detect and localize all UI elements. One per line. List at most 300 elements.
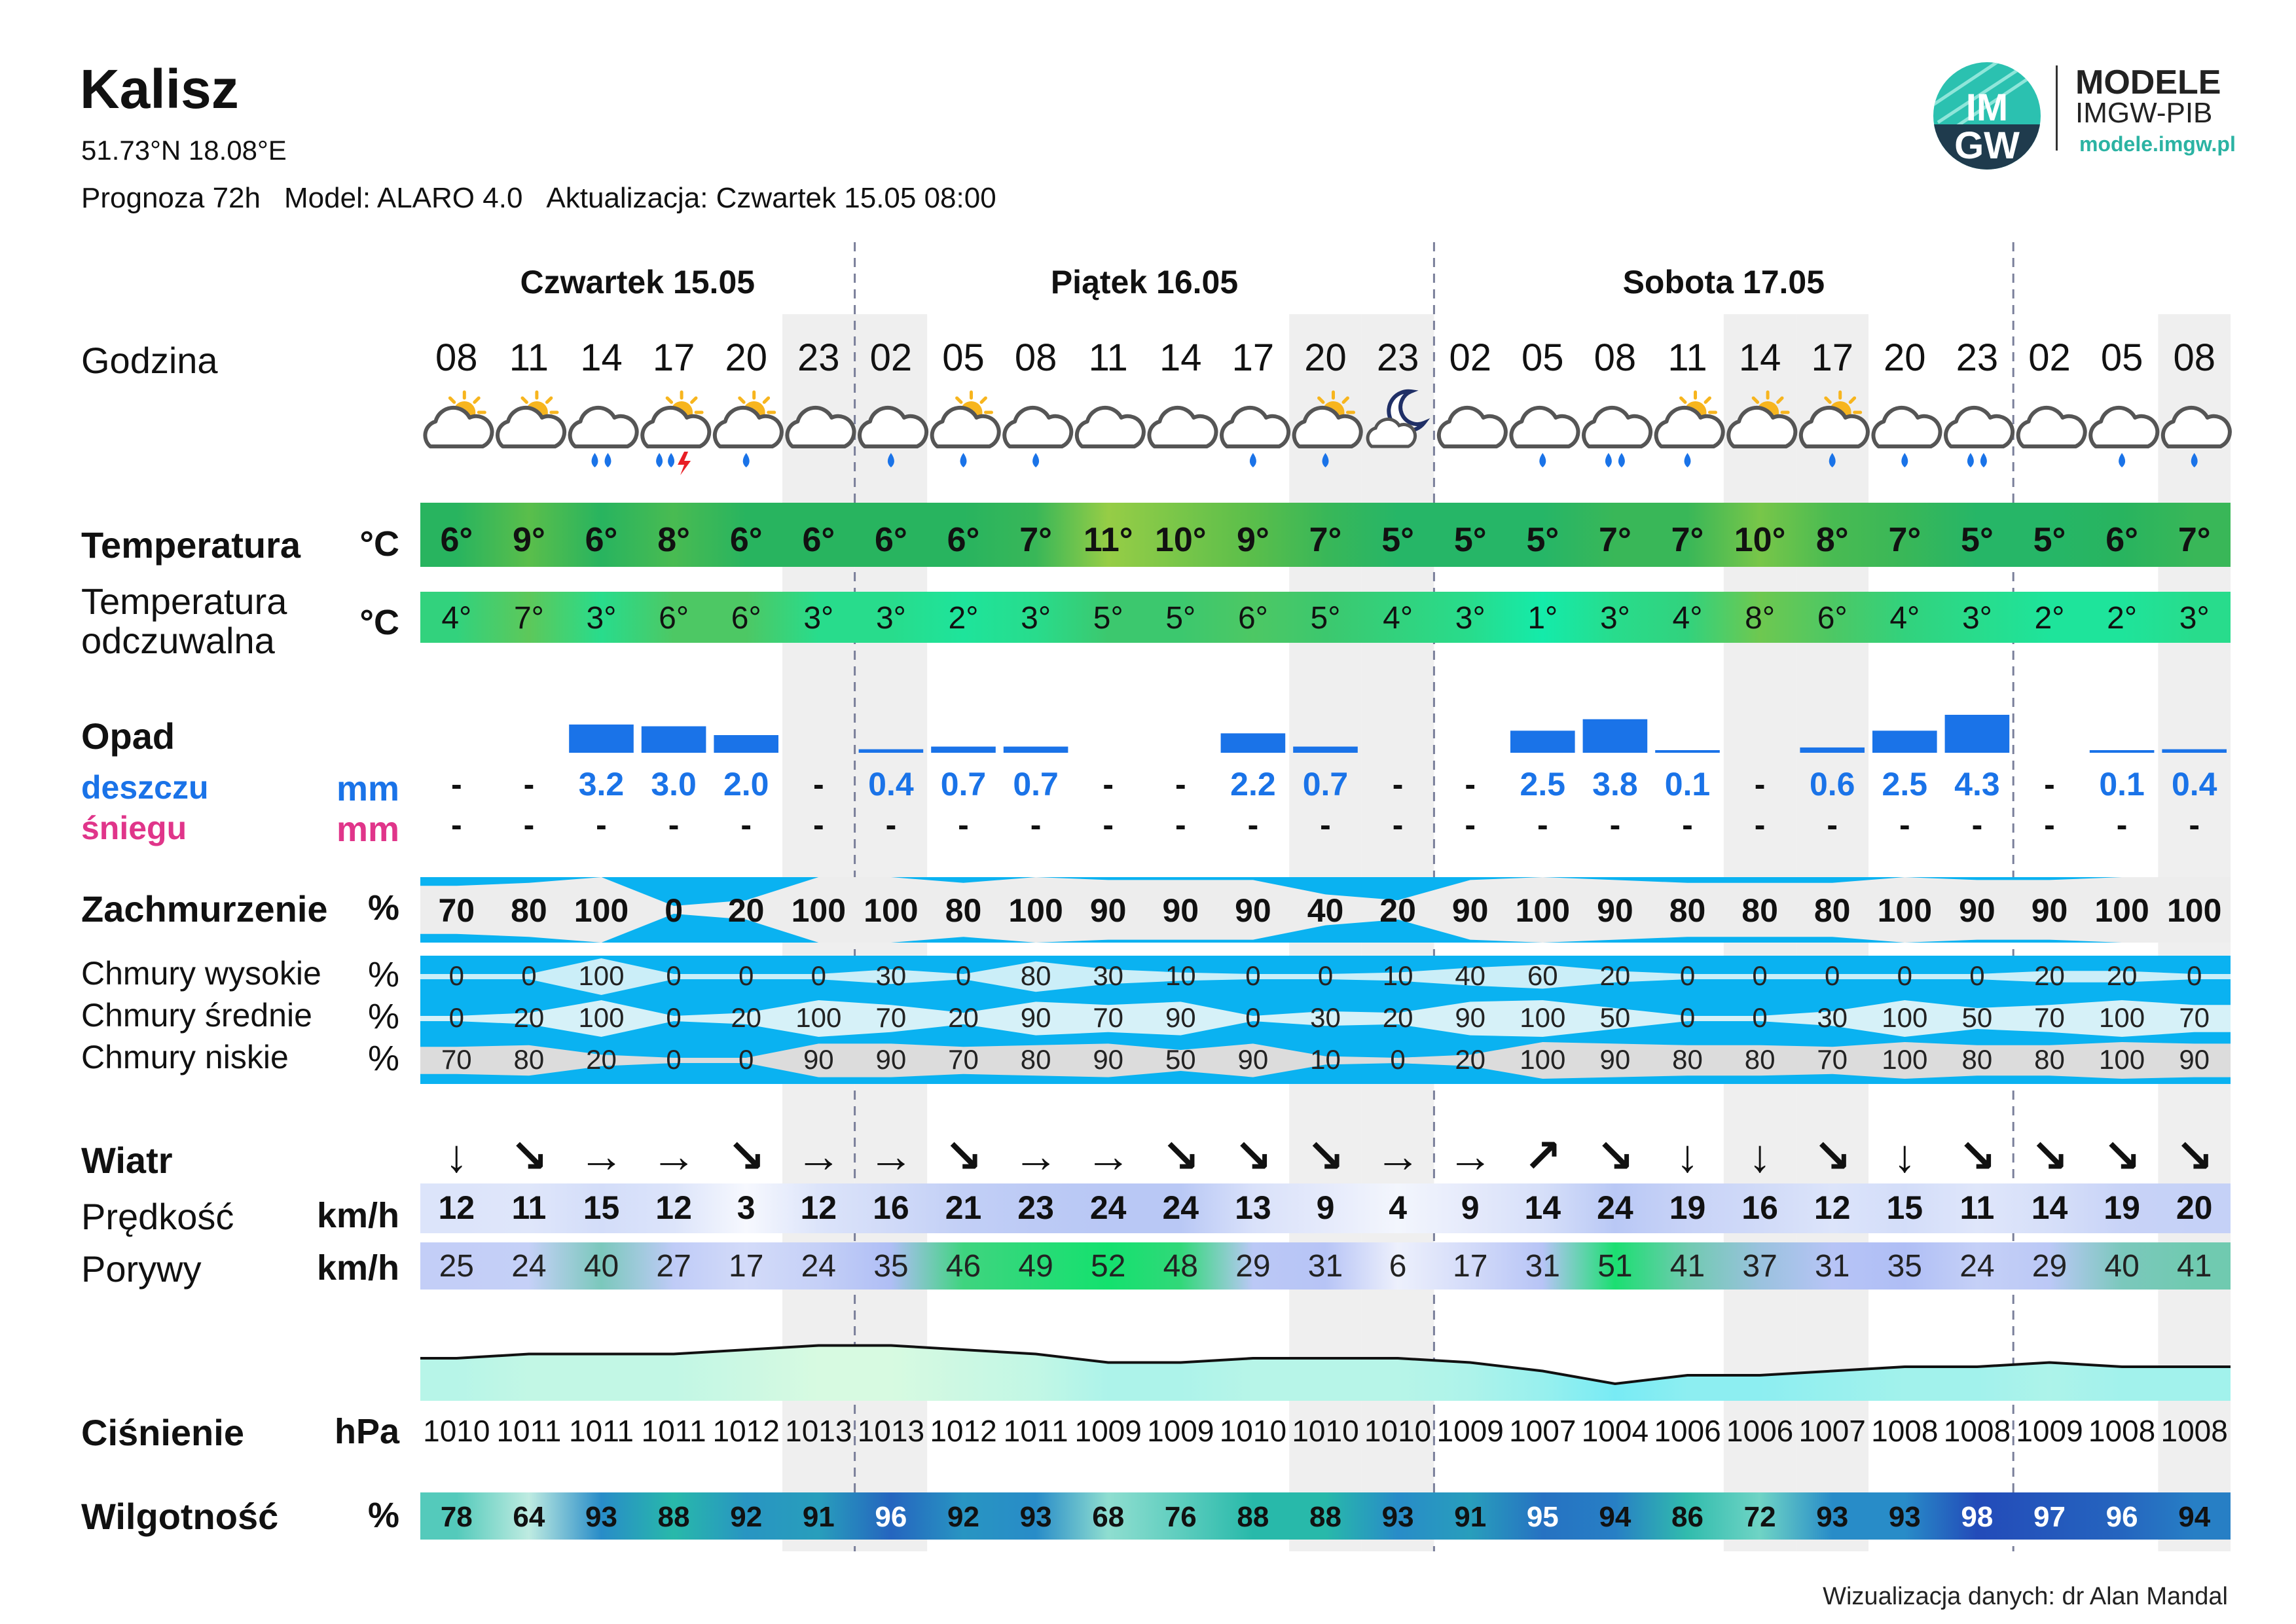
- unit-wind-speed: km/h: [316, 1196, 399, 1235]
- cloud-shape: [1077, 408, 1144, 446]
- rain-value: 2.5: [1520, 766, 1566, 803]
- cloud-high-value: 0: [521, 960, 537, 991]
- rain-value: 3.0: [651, 766, 697, 803]
- hour-label: 20: [725, 336, 767, 379]
- cloud-low-value: 90: [1093, 1044, 1124, 1075]
- hour-label: 20: [1884, 336, 1926, 379]
- cloud-high-value: 0: [448, 960, 464, 991]
- cloud-high-value: 0: [738, 960, 754, 991]
- sun-ray: [475, 398, 479, 402]
- wind-direction-arrow: →: [1085, 1130, 1131, 1182]
- label-precip: Opad: [81, 715, 175, 757]
- rain-value: 0.4: [2171, 766, 2217, 803]
- wind-direction-arrow: →: [578, 1130, 625, 1182]
- feels-like-value: 2°: [2107, 601, 2138, 636]
- wind-speed-value: 12: [438, 1189, 475, 1226]
- unit-wind-gusts: km/h: [316, 1248, 399, 1288]
- wind-direction-arrow: ↘: [1233, 1130, 1273, 1182]
- humidity-value: 98: [1961, 1501, 1994, 1533]
- wind-gusts-value: 52: [1091, 1249, 1126, 1284]
- snow-value: -: [1392, 806, 1404, 843]
- snow-value: -: [1247, 806, 1259, 843]
- unit-humidity: %: [367, 1496, 399, 1535]
- partly-cloudy-rain-icon: [1656, 392, 1723, 467]
- cloud-high-value: 0: [1825, 960, 1840, 991]
- humidity-value: 93: [1381, 1501, 1414, 1533]
- wind-direction-arrow: ↘: [1161, 1130, 1200, 1182]
- cloud-total-value: 20: [727, 892, 765, 929]
- cloud-mid-value: 20: [731, 1002, 762, 1033]
- pressure-value: 1009: [1074, 1414, 1142, 1448]
- wind-direction-arrow: ↘: [727, 1130, 766, 1182]
- pressure-value: 1004: [1581, 1414, 1649, 1448]
- feels-like-value: 2°: [2034, 601, 2065, 636]
- wind-gusts-value: 6: [1389, 1249, 1407, 1284]
- feels-like-value: 3°: [1961, 601, 1992, 636]
- wind-gusts-value: 41: [2177, 1249, 2212, 1284]
- label-hour: Godzina: [81, 340, 218, 381]
- wind-gusts-value: 51: [1597, 1249, 1633, 1284]
- humidity-value: 72: [1743, 1501, 1776, 1533]
- cloud-high-value: 0: [1245, 960, 1261, 991]
- wind-speed-value: 11: [1959, 1189, 1995, 1226]
- pressure-value: 1012: [712, 1414, 780, 1448]
- pressure-value: 1011: [1003, 1414, 1068, 1448]
- cloud-total-value: 80: [945, 892, 982, 929]
- hour-label: 11: [509, 336, 549, 379]
- hour-label: 11: [1088, 336, 1128, 379]
- humidity-value: 86: [1671, 1501, 1704, 1533]
- feels-like-value: 3°: [875, 601, 906, 636]
- cloud-high-value: 0: [1317, 960, 1334, 991]
- raindrop-shape: [656, 453, 663, 467]
- cloud-shape: [1946, 408, 2013, 446]
- cloud-high-value: 0: [811, 960, 826, 991]
- temperature-value: 8°: [1815, 521, 1849, 559]
- unit-cloud-mid: %: [367, 997, 399, 1036]
- raindrop-shape: [1967, 453, 1974, 467]
- wind-gusts-value: 48: [1163, 1249, 1198, 1284]
- humidity-value: 76: [1164, 1501, 1197, 1533]
- wind-direction-arrow: ↓: [445, 1130, 468, 1182]
- wind-direction-arrow: →: [651, 1130, 697, 1182]
- precip-bar: [1221, 733, 1286, 753]
- humidity-value: 97: [2033, 1501, 2066, 1533]
- update-time: Aktualizacja: Czwartek 15.05 08:00: [546, 182, 996, 214]
- cloud-high-value: 0: [1752, 960, 1768, 991]
- rain-value: -: [1465, 766, 1476, 803]
- rain-value: 4.3: [1954, 766, 2000, 803]
- hour-label: 14: [1159, 336, 1202, 379]
- cloud-low-value: 100: [2099, 1044, 2145, 1075]
- unit-cloud-high: %: [367, 955, 399, 994]
- cloud-low-value: 0: [738, 1044, 754, 1075]
- day-label: Piątek 16.05: [1050, 264, 1239, 300]
- wind-gusts-value: 49: [1018, 1249, 1053, 1284]
- cloud-mid-value: 70: [2034, 1002, 2065, 1033]
- cloud-mid-value: 70: [2179, 1002, 2210, 1033]
- sun-ray: [450, 398, 454, 402]
- cloud-low-value: 80: [2034, 1044, 2065, 1075]
- rain-value: 0.1: [1664, 766, 1711, 803]
- snow-value: -: [1827, 806, 1838, 843]
- cloud-mid-value: 20: [513, 1002, 545, 1033]
- hour-label: 11: [1667, 336, 1707, 379]
- wind-gusts-value: 31: [1525, 1249, 1560, 1284]
- temperature-value: 10°: [1734, 521, 1786, 559]
- snow-value: -: [1537, 806, 1548, 843]
- rain-value: 2.5: [1882, 766, 1928, 803]
- sun-ray: [740, 398, 744, 402]
- logo-url[interactable]: modele.imgw.pl: [2079, 132, 2236, 156]
- hour-label: 23: [1376, 336, 1419, 379]
- cloud-total-value: 90: [1597, 892, 1633, 929]
- snow-value: -: [1609, 806, 1621, 843]
- feels-like-value: 1°: [1527, 601, 1558, 636]
- cloud-low-value: 10: [1310, 1044, 1341, 1075]
- label-wind: Wiatr: [81, 1140, 173, 1181]
- pressure-value: 1013: [785, 1414, 852, 1448]
- cloud-mid-value: 50: [1961, 1002, 1993, 1033]
- temperature-value: 9°: [1237, 521, 1269, 559]
- logo-badge-bottom: GW: [1954, 124, 2020, 167]
- rain-value: -: [523, 766, 535, 803]
- rain-value: 3.2: [578, 766, 625, 803]
- hour-label: 05: [1522, 336, 1564, 379]
- precip-bar: [2162, 749, 2227, 753]
- precip-bar: [931, 747, 996, 753]
- feels-like-value: 4°: [1383, 601, 1413, 636]
- raindrop-shape: [743, 453, 750, 467]
- cloud-total-value: 90: [1162, 892, 1199, 929]
- humidity-value: 88: [657, 1501, 690, 1533]
- cloud-total-value: 0: [665, 892, 683, 929]
- cloud-high-value: 30: [875, 960, 907, 991]
- pressure-value: 1010: [1364, 1414, 1432, 1448]
- hour-label: 08: [435, 336, 478, 379]
- temperature-value: 6°: [802, 521, 835, 559]
- rain-value: 0.7: [1013, 766, 1059, 803]
- raindrop-shape: [1618, 453, 1625, 467]
- precip-bar: [1004, 747, 1068, 753]
- cloud-low-value: 100: [1882, 1044, 1928, 1075]
- cloud-shape: [1873, 408, 1940, 446]
- partly-cloudy-rain-icon: [932, 392, 999, 467]
- label-feels-2: odczuwalna: [81, 620, 275, 661]
- sun-ray: [981, 398, 985, 402]
- wind-gusts-value: 24: [1959, 1249, 1995, 1284]
- cloud-shape: [1004, 408, 1071, 446]
- unit-pressure: hPa: [334, 1412, 399, 1451]
- hour-label: 05: [942, 336, 985, 379]
- cloud-icon: [2018, 408, 2085, 446]
- sun-ray: [692, 398, 696, 402]
- cloud-total-value: 100: [574, 892, 629, 929]
- raindrop-shape: [1250, 453, 1256, 467]
- hour-label: 23: [797, 336, 840, 379]
- pressure-value: 1012: [930, 1414, 997, 1448]
- pressure-value: 1006: [1726, 1414, 1794, 1448]
- rain-value: -: [1392, 766, 1404, 803]
- precip-bar: [1872, 731, 1937, 753]
- raindrop-shape: [960, 453, 967, 467]
- wind-speed-value: 16: [1741, 1189, 1778, 1226]
- cloud-mid-value: 70: [875, 1002, 907, 1033]
- cloud-rain-icon: [1004, 408, 1071, 467]
- wind-speed-value: 20: [2176, 1189, 2213, 1226]
- feels-like-value: 5°: [1093, 601, 1123, 636]
- wind-direction-arrow: →: [867, 1130, 914, 1182]
- snow-value: -: [1320, 806, 1331, 843]
- feels-like-value: 7°: [513, 601, 544, 636]
- wind-direction-arrow: ↓: [1748, 1130, 1772, 1182]
- cloud-high-value: 10: [1382, 960, 1413, 991]
- wind-direction-arrow: →: [1447, 1130, 1493, 1182]
- hour-label: 20: [1304, 336, 1347, 379]
- rain-value: -: [1754, 766, 1766, 803]
- cloud-total-value: 100: [1515, 892, 1571, 929]
- pressure-value: 1013: [857, 1414, 925, 1448]
- precip-bar: [1800, 748, 1865, 753]
- cloud-low-value: 20: [1455, 1044, 1486, 1075]
- humidity-value: 96: [2105, 1501, 2138, 1533]
- feels-like-value: 4°: [441, 601, 472, 636]
- wind-speed-value: 9: [1461, 1189, 1480, 1226]
- precip-bar: [2090, 750, 2155, 753]
- cloud-high-value: 20: [1599, 960, 1631, 991]
- sun-ray: [1705, 398, 1709, 402]
- feels-like-value: 3°: [586, 601, 617, 636]
- feels-like-value: 8°: [1745, 601, 1776, 636]
- hour-label: 05: [2100, 336, 2143, 379]
- rain-value: -: [812, 766, 824, 803]
- wind-gusts-value: 27: [656, 1249, 691, 1284]
- pressure-value: 1008: [1943, 1414, 2011, 1448]
- hour-label: 17: [652, 336, 695, 379]
- cloud-mid-value: 30: [1310, 1002, 1341, 1033]
- cloud-shape: [1439, 408, 1506, 446]
- wind-speed-value: 23: [1017, 1189, 1054, 1226]
- wind-gusts-value: 29: [1235, 1249, 1271, 1284]
- cloud-total-value: 90: [1235, 892, 1271, 929]
- label-cloud-low: Chmury niskie: [81, 1039, 289, 1075]
- rain-value: 0.7: [940, 766, 987, 803]
- cloud-high-value: 20: [2034, 960, 2065, 991]
- raindrop-shape: [668, 453, 674, 467]
- cloud-high-value: 100: [578, 960, 625, 991]
- snow-value: -: [958, 806, 969, 843]
- wind-speed-value: 24: [1089, 1189, 1127, 1226]
- wind-speed-value: 15: [1886, 1189, 1923, 1226]
- snow-value: -: [740, 806, 752, 843]
- wind-gusts-value: 17: [1453, 1249, 1488, 1284]
- unit-clouds: %: [367, 888, 399, 928]
- cloud-mid-value: 70: [1093, 1002, 1124, 1033]
- credit: Wizualizacja danych: dr Alan Mandal: [1823, 1583, 2228, 1610]
- cloud-mid-value: 100: [1882, 1002, 1928, 1033]
- hour-label: 14: [1738, 336, 1781, 379]
- cloud-low-value: 80: [513, 1044, 545, 1075]
- cloud-shape: [570, 408, 637, 446]
- hour-label: 17: [1811, 336, 1853, 379]
- cloud-low-value: 70: [441, 1044, 472, 1075]
- unit-cloud-low: %: [367, 1039, 399, 1078]
- feels-like-value: 5°: [1165, 601, 1196, 636]
- precip-bar: [1945, 715, 2010, 753]
- temperature-value: 6°: [585, 521, 618, 559]
- wind-direction-arrow: ↓: [1676, 1130, 1699, 1182]
- raindrop-shape: [1901, 453, 1908, 467]
- cloud-total-value: 20: [1379, 892, 1416, 929]
- snow-value: -: [1754, 806, 1766, 843]
- temperature-value: 7°: [1671, 521, 1704, 559]
- pressure-value: 1008: [2088, 1414, 2156, 1448]
- logo-badge-top: IM: [1965, 86, 2009, 129]
- wind-direction-arrow: ↘: [509, 1130, 549, 1182]
- humidity-value: 95: [1526, 1501, 1559, 1533]
- sun-ray: [667, 398, 671, 402]
- wind-speed-value: 14: [1524, 1189, 1561, 1226]
- cloud-high-value: 0: [666, 960, 682, 991]
- wind-direction-arrow: ↘: [1813, 1130, 1852, 1182]
- pressure-value: 1008: [1871, 1414, 1939, 1448]
- temperature-value: 6°: [875, 521, 907, 559]
- cloud-low-value: 90: [875, 1044, 907, 1075]
- pressure-value: 1009: [1436, 1414, 1504, 1448]
- city-title: Kalisz: [80, 58, 239, 120]
- wind-gusts-value: 37: [1742, 1249, 1777, 1284]
- sun-ray: [1681, 398, 1685, 402]
- raindrop-shape: [2119, 453, 2125, 467]
- cloud-total-value: 100: [1877, 892, 1933, 929]
- humidity-value: 78: [440, 1501, 473, 1533]
- cloud-icon: [1439, 408, 1506, 446]
- wind-direction-arrow: ↘: [1306, 1130, 1345, 1182]
- snow-value: -: [1899, 806, 1910, 843]
- label-wind-speed: Prędkość: [81, 1196, 234, 1237]
- cloud-shape: [1222, 408, 1288, 446]
- wind-gusts-value: 40: [2104, 1249, 2140, 1284]
- temperature-value: 5°: [1453, 521, 1487, 559]
- cloud-mid-value: 90: [1020, 1002, 1051, 1033]
- temperature-value: 7°: [1309, 521, 1342, 559]
- cloud-total-value: 100: [864, 892, 919, 929]
- cloud-icon: [1077, 408, 1144, 446]
- cloud-mid-value: 100: [795, 1002, 842, 1033]
- wind-speed-value: 4: [1389, 1189, 1408, 1226]
- cloud-total-value: 80: [511, 892, 547, 929]
- snow-value: -: [885, 806, 897, 843]
- hour-label: 08: [2173, 336, 2215, 379]
- pressure-value: 1007: [1798, 1414, 1866, 1448]
- cloud-mid-value: 20: [1382, 1002, 1413, 1033]
- raindrop-shape: [1685, 453, 1691, 467]
- cloud-total-value: 100: [2094, 892, 2149, 929]
- cloud-high-value: 0: [1897, 960, 1912, 991]
- wind-gusts-value: 24: [511, 1249, 547, 1284]
- day-label: Czwartek 15.05: [520, 264, 756, 300]
- humidity-value: 64: [513, 1501, 545, 1533]
- wind-gusts-value: 35: [1887, 1249, 1922, 1284]
- cloud-shape: [1149, 408, 1216, 446]
- logo-subtitle: IMGW-PIB: [2075, 97, 2213, 129]
- wind-direction-arrow: ↓: [1893, 1130, 1916, 1182]
- cloud-mid-value: 0: [666, 1002, 682, 1033]
- temperature-value: 6°: [2105, 521, 2138, 559]
- hour-label: 08: [1594, 336, 1637, 379]
- pressure-value: 1009: [1147, 1414, 1214, 1448]
- raindrop-shape: [592, 453, 598, 467]
- cloud-rain-2-icon: [1584, 408, 1650, 467]
- snow-value: -: [812, 806, 824, 843]
- rain-value: 0.7: [1302, 766, 1349, 803]
- temperature-value: 10°: [1154, 521, 1207, 559]
- precip-bar: [1510, 731, 1575, 753]
- cloud-mid-value: 20: [948, 1002, 979, 1033]
- wind-speed-value: 19: [2104, 1189, 2140, 1226]
- cloud-high-value: 0: [1969, 960, 1985, 991]
- cloud-low-value: 70: [1817, 1044, 1848, 1075]
- wind-speed-value: 12: [655, 1189, 692, 1226]
- feels-like-value: 4°: [1889, 601, 1920, 636]
- rain-value: 0.4: [868, 766, 914, 803]
- humidity-value: 92: [947, 1501, 979, 1533]
- rain-value: -: [1102, 766, 1114, 803]
- forecast-range: Prognoza 72h: [81, 182, 261, 214]
- hour-label: 08: [1014, 336, 1057, 379]
- feels-like-value: 2°: [948, 601, 979, 636]
- hour-label: 23: [1956, 336, 1999, 379]
- snow-value: -: [1971, 806, 1983, 843]
- cloud-total-value: 90: [1451, 892, 1489, 929]
- cloud-high-value: 20: [2106, 960, 2138, 991]
- label-snow: śniegu: [81, 810, 187, 846]
- cloud-mid-value: 100: [2099, 1002, 2145, 1033]
- wind-direction-arrow: →: [795, 1130, 842, 1182]
- humidity-value: 93: [1019, 1501, 1052, 1533]
- rain-value: 0.6: [1809, 766, 1855, 803]
- snow-value: -: [1465, 806, 1476, 843]
- feels-like-value: 3°: [1599, 601, 1630, 636]
- pressure-value: 1011: [641, 1414, 706, 1448]
- unit-feels: °C: [359, 603, 399, 642]
- cloud-total-value: 100: [2166, 892, 2222, 929]
- cloud-mid-value: 0: [1752, 1002, 1768, 1033]
- cloud-high-value: 0: [955, 960, 972, 991]
- precip-bar: [714, 735, 778, 753]
- wind-speed-value: 9: [1316, 1189, 1335, 1226]
- raindrop-shape: [605, 453, 611, 467]
- wind-speed-value: 24: [1597, 1189, 1633, 1226]
- label-cloud-mid: Chmury średnie: [81, 997, 312, 1034]
- cloud-high-value: 40: [1455, 960, 1486, 991]
- partly-cloudy-icon: [498, 392, 564, 446]
- sun-ray: [547, 398, 551, 402]
- cloud-low-value: 90: [803, 1044, 834, 1075]
- label-pressure: Ciśnienie: [81, 1412, 244, 1453]
- hour-label: 17: [1231, 336, 1275, 379]
- snow-value: -: [523, 806, 535, 843]
- unit-snow: mm: [336, 810, 399, 849]
- wind-gusts-value: 31: [1307, 1249, 1343, 1284]
- cloud-low-value: 80: [1020, 1044, 1051, 1075]
- sun-ray: [764, 398, 768, 402]
- humidity-value: 93: [1816, 1501, 1849, 1533]
- temperature-value: 5°: [2033, 521, 2066, 559]
- feels-like-value: 4°: [1672, 601, 1703, 636]
- wind-direction-arrow: ↗: [1523, 1130, 1562, 1182]
- wind-direction-arrow: →: [1375, 1130, 1421, 1182]
